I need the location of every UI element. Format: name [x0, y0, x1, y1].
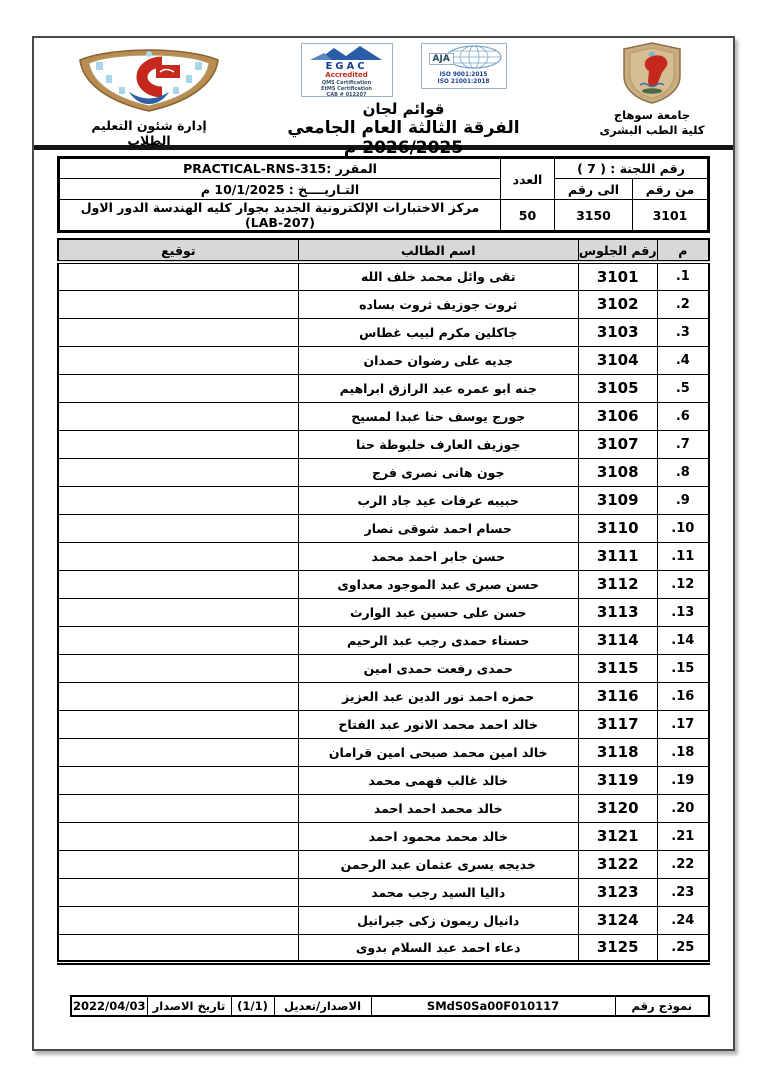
table-row [58, 402, 709, 430]
row-serial: 25. [657, 934, 709, 962]
row-seat-number: 3123 [578, 878, 657, 906]
row-student-name: خالد احمد محمد الانور عبد الفتاح [298, 710, 578, 738]
row-serial: 19. [657, 766, 709, 794]
table-row [58, 598, 709, 626]
row-signature-cell [58, 458, 298, 486]
row-signature-cell [58, 486, 298, 514]
row-signature-cell [58, 290, 298, 318]
table-row [58, 822, 709, 850]
row-seat-number: 3101 [578, 262, 657, 290]
page-frame [32, 36, 735, 1051]
row-seat-number: 3118 [578, 738, 657, 766]
row-student-name: حسن على حسين عبد الوارث [298, 598, 578, 626]
row-serial: 11. [657, 542, 709, 570]
seat-number-column-header: رقم الجلوس [578, 239, 657, 262]
row-signature-cell [58, 570, 298, 598]
department-block [68, 48, 230, 148]
department-name: إدارة شئون التعليم الطلاب [91, 118, 207, 148]
row-signature-cell [58, 738, 298, 766]
form-number-label: نموذج رقم [615, 996, 709, 1016]
row-signature-cell [58, 878, 298, 906]
egac-accreditation-badge [301, 43, 393, 97]
row-serial: 2. [657, 290, 709, 318]
row-seat-number: 3122 [578, 850, 657, 878]
table-row [58, 346, 709, 374]
row-seat-number: 3117 [578, 710, 657, 738]
row-student-name: حسن جابر احمد محمد [298, 542, 578, 570]
row-student-name: جاكلين مكرم لبيب غطاس [298, 318, 578, 346]
table-row [58, 290, 709, 318]
row-student-name: حسن صبرى عبد الموجود معداوى [298, 570, 578, 598]
row-serial: 13. [657, 598, 709, 626]
count-value: 50 [501, 200, 555, 232]
row-signature-cell [58, 346, 298, 374]
aja-name: AJA [429, 53, 454, 65]
row-serial: 7. [657, 430, 709, 458]
egac-cert-line-1: QMS Certification [321, 79, 372, 86]
row-serial: 1. [657, 262, 709, 290]
row-seat-number: 3110 [578, 514, 657, 542]
table-row [58, 374, 709, 402]
row-serial: 18. [657, 738, 709, 766]
row-student-name: جنه ابو عمره عبد الرازق ابراهيم [298, 374, 578, 402]
table-row [58, 486, 709, 514]
row-serial: 23. [657, 878, 709, 906]
row-serial: 15. [657, 654, 709, 682]
students-table-header-row [58, 239, 709, 262]
document-subtitle: الفرقة الثالثة العام الجامعي 2026/2025 م [287, 118, 520, 158]
page-header [34, 38, 733, 158]
table-row [58, 710, 709, 738]
form-number-value: SMdS0Sa00F010117 [371, 996, 615, 1016]
row-seat-number: 3111 [578, 542, 657, 570]
row-signature-cell [58, 374, 298, 402]
committee-number: رقم اللجنة : ( 7 ) [555, 158, 709, 179]
students-table [57, 238, 710, 965]
document-title: قوائم لجان [362, 100, 445, 118]
row-student-name: خالد امين محمد صبحى امين قرامان [298, 738, 578, 766]
row-student-name: حمدى رفعت حمدى امين [298, 654, 578, 682]
table-row [58, 682, 709, 710]
row-serial: 10. [657, 514, 709, 542]
table-row [58, 934, 709, 962]
row-signature-cell [58, 822, 298, 850]
row-signature-cell [58, 262, 298, 290]
row-student-name: خالد محمد احمد احمد [298, 794, 578, 822]
committee-info-table [57, 156, 710, 233]
row-seat-number: 3108 [578, 458, 657, 486]
row-serial: 5. [657, 374, 709, 402]
row-signature-cell [58, 794, 298, 822]
row-student-name: جورج يوسف حنا عبدا لمسيح [298, 402, 578, 430]
row-seat-number: 3116 [578, 682, 657, 710]
row-signature-cell [58, 710, 298, 738]
table-row [58, 626, 709, 654]
university-name: جامعة سوهاج [613, 108, 691, 122]
row-student-name: حسناء حمدى رجب عبد الرحيم [298, 626, 578, 654]
form-footer-table [70, 995, 710, 1017]
egac-name: EGAC [325, 61, 368, 72]
row-signature-cell [58, 542, 298, 570]
row-signature-cell [58, 934, 298, 962]
egac-cert-line-2: EtMS Certification [321, 85, 372, 92]
row-seat-number: 3107 [578, 430, 657, 458]
faculty-of-medicine-crest-icon [76, 97, 222, 116]
row-signature-cell [58, 402, 298, 430]
row-serial: 24. [657, 906, 709, 934]
from-number-label: من رقم [633, 179, 709, 200]
table-row [58, 430, 709, 458]
row-signature-cell [58, 766, 298, 794]
student-name-column-header: اسم الطالب [298, 239, 578, 262]
row-signature-cell [58, 430, 298, 458]
row-student-name: جديه على رضوان حمدان [298, 346, 578, 374]
aja-iso-line-1: ISO 9001:2015 [439, 72, 488, 78]
row-student-name: حبيبه عرفات عيد جاد الرب [298, 486, 578, 514]
table-row [58, 766, 709, 794]
row-signature-cell [58, 598, 298, 626]
header-center [239, 43, 568, 158]
row-signature-cell [58, 514, 298, 542]
aja-iso-line-2: ISO 21001:2018 [437, 79, 490, 85]
row-serial: 8. [657, 458, 709, 486]
accreditation-badges [239, 43, 568, 97]
count-label: العدد [501, 158, 555, 200]
egac-accredited-label: Accredited [325, 71, 368, 79]
table-row [58, 262, 709, 290]
row-serial: 16. [657, 682, 709, 710]
row-seat-number: 3121 [578, 822, 657, 850]
row-seat-number: 3113 [578, 598, 657, 626]
to-number-label: الى رقم [555, 179, 633, 200]
row-serial: 6. [657, 402, 709, 430]
table-row [58, 878, 709, 906]
row-signature-cell [58, 906, 298, 934]
table-row [58, 794, 709, 822]
signature-column-header: توقيع [58, 239, 298, 262]
row-serial: 14. [657, 626, 709, 654]
row-serial: 4. [657, 346, 709, 374]
row-serial: 20. [657, 794, 709, 822]
row-student-name: حسام احمد شوقى نصار [298, 514, 578, 542]
issue-date-label: تاريخ الاصدار [147, 996, 231, 1016]
row-student-name: تقى وائل محمد خلف الله [298, 262, 578, 290]
row-serial: 3. [657, 318, 709, 346]
row-student-name: دعاء احمد عبد السلام بدوى [298, 934, 578, 962]
faculty-name: كلية الطب البشرى [599, 122, 705, 137]
row-seat-number: 3106 [578, 402, 657, 430]
university-block [585, 42, 719, 138]
table-row [58, 570, 709, 598]
row-serial: 12. [657, 570, 709, 598]
row-seat-number: 3124 [578, 906, 657, 934]
row-student-name: خالد محمد محمود احمد [298, 822, 578, 850]
row-serial: 22. [657, 850, 709, 878]
row-seat-number: 3119 [578, 766, 657, 794]
to-number-value: 3150 [555, 200, 633, 232]
table-row [58, 850, 709, 878]
table-row [58, 654, 709, 682]
issue-value: (1/1) [231, 996, 274, 1016]
table-row [58, 906, 709, 934]
serial-column-header: م [657, 239, 709, 262]
issue-label: الاصدار/تعديل [274, 996, 371, 1016]
aja-iso-badge [421, 43, 507, 89]
row-signature-cell [58, 654, 298, 682]
row-seat-number: 3109 [578, 486, 657, 514]
egac-cert-line-3: CAB # 012207 [326, 92, 367, 97]
row-seat-number: 3103 [578, 318, 657, 346]
row-seat-number: 3125 [578, 934, 657, 962]
table-row [58, 458, 709, 486]
row-serial: 9. [657, 486, 709, 514]
row-seat-number: 3120 [578, 794, 657, 822]
row-student-name: خالد غالب فهمى محمد [298, 766, 578, 794]
table-row [58, 514, 709, 542]
from-number-value: 3101 [633, 200, 709, 232]
table-row [58, 318, 709, 346]
row-seat-number: 3112 [578, 570, 657, 598]
row-student-name: ثروت جوزيف ثروت بساده [298, 290, 578, 318]
row-signature-cell [58, 626, 298, 654]
student-table-body [58, 262, 709, 962]
table-row [58, 738, 709, 766]
exam-date: التـاريــــخ : 10/1/2025 م [59, 179, 501, 200]
row-seat-number: 3102 [578, 290, 657, 318]
sohag-university-shield-icon [620, 89, 684, 108]
row-signature-cell [58, 682, 298, 710]
row-serial: 17. [657, 710, 709, 738]
row-seat-number: 3114 [578, 626, 657, 654]
row-seat-number: 3104 [578, 346, 657, 374]
row-serial: 21. [657, 822, 709, 850]
issue-date-value: 2022/04/03 [71, 996, 147, 1016]
row-signature-cell [58, 318, 298, 346]
course-code: المقرر :PRACTICAL-RNS-315 [59, 158, 501, 179]
row-student-name: خديجه يسرى عثمان عبد الرحمن [298, 850, 578, 878]
row-student-name: جوزيف العارف خلبوطة حنا [298, 430, 578, 458]
row-student-name: حمزه احمد نور الدين عبد العزيز [298, 682, 578, 710]
row-seat-number: 3105 [578, 374, 657, 402]
row-seat-number: 3115 [578, 654, 657, 682]
row-student-name: دانيال ريمون زكى جبرانيل [298, 906, 578, 934]
exam-location: مركز الاختبارات الإلكترونية الجديد بجوار كليه الهندسة الدور الاول (LAB-207) [59, 200, 501, 232]
row-signature-cell [58, 850, 298, 878]
row-student-name: داليا السيد رجب محمد [298, 878, 578, 906]
table-row [58, 542, 709, 570]
row-student-name: جون هانى نصرى فرج [298, 458, 578, 486]
